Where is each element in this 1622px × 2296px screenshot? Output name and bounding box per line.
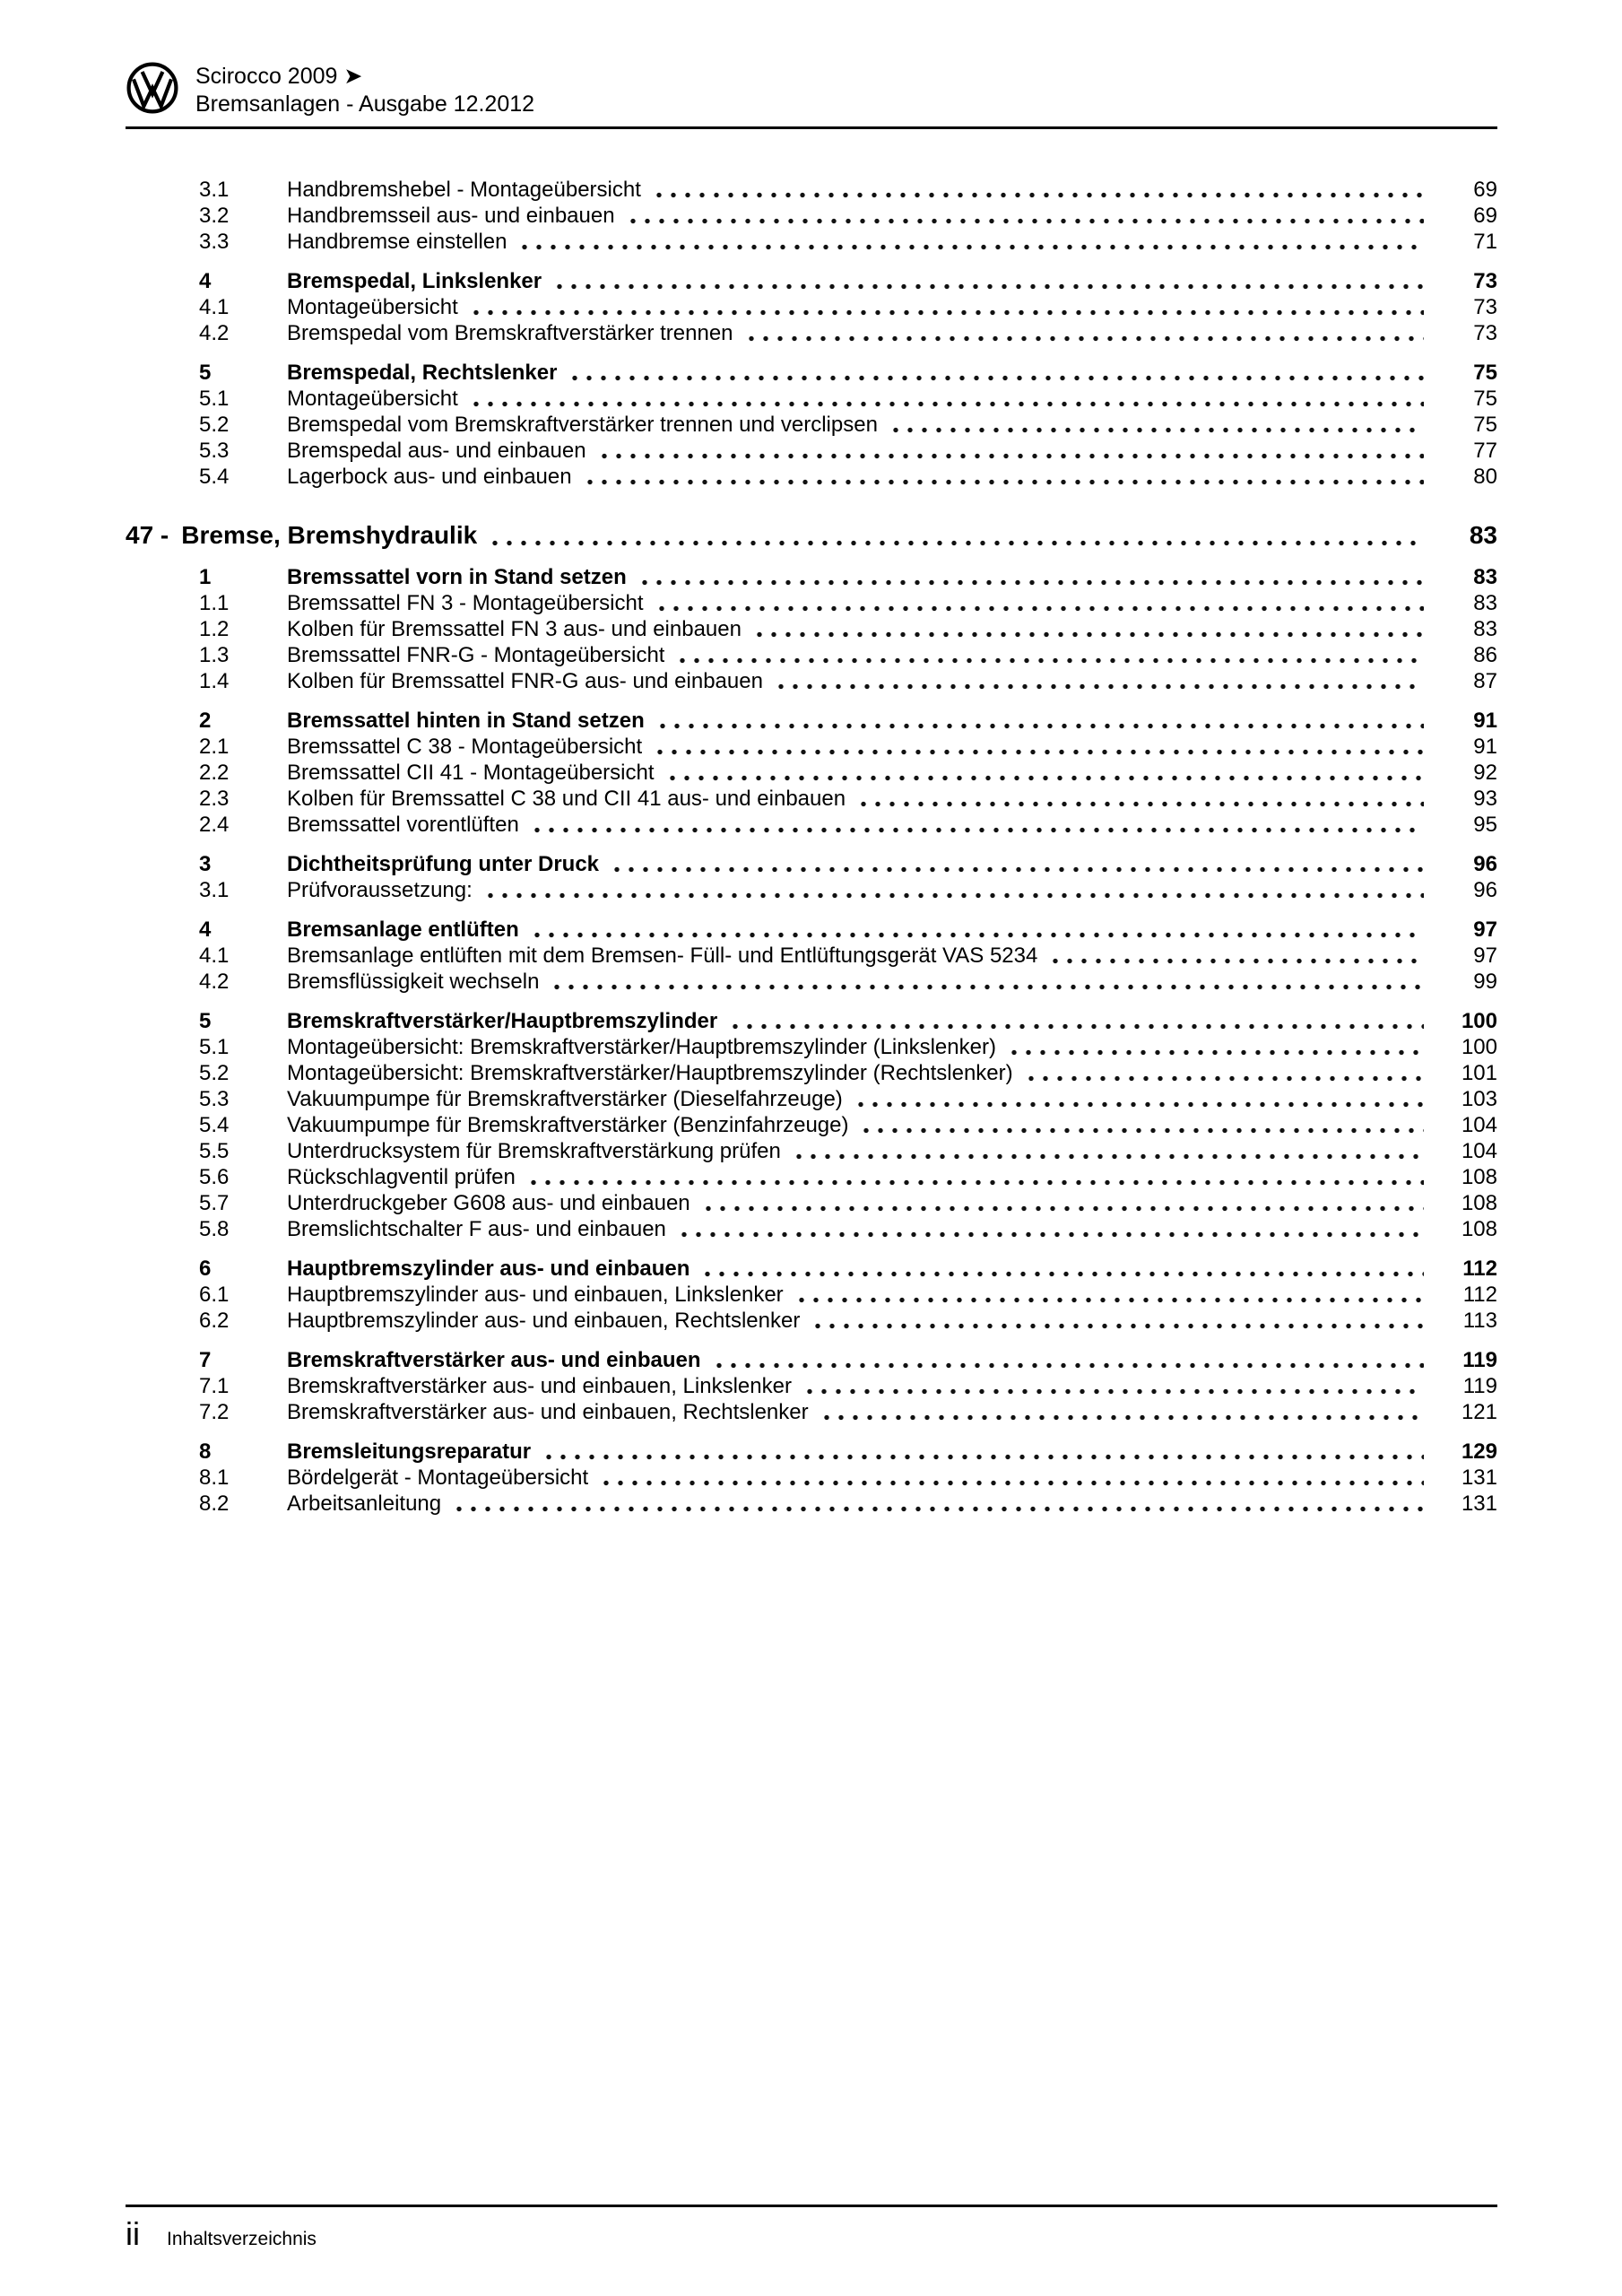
- dot-leader: [638, 579, 1424, 586]
- toc-entry-page: 100: [1461, 1035, 1497, 1059]
- dot-leader: [568, 375, 1424, 381]
- toc-entry-number: 5.6: [199, 1165, 230, 1189]
- toc-entry-number: 1.4: [199, 669, 230, 693]
- toc-row-sub: [126, 1191, 1497, 1215]
- toc-entry-title: Arbeitsanleitung: [287, 1492, 442, 1516]
- toc-entry-page: 95: [1473, 813, 1497, 837]
- dot-leader: [811, 1323, 1424, 1329]
- toc-entry-page: 131: [1461, 1492, 1497, 1516]
- dot-leader: [774, 683, 1424, 690]
- toc-entry-title: Bördelgerät - Montageübersicht: [287, 1465, 589, 1490]
- dot-leader: [452, 1506, 1424, 1512]
- toc-entry-number: 8.1: [199, 1465, 230, 1490]
- toc-entry-number: 2.2: [199, 761, 230, 785]
- dot-leader: [752, 631, 1424, 638]
- toc-entry-page: 69: [1473, 204, 1497, 228]
- header-text-block: [195, 61, 534, 118]
- toc-entry-page: 97: [1473, 918, 1497, 942]
- toc-entry-title: Handbremse einstellen: [287, 230, 507, 254]
- toc-row-sub: [126, 617, 1497, 641]
- page-footer: [126, 2205, 1497, 2250]
- toc-entry-page: 129: [1461, 1439, 1497, 1464]
- toc-entry-page: 104: [1461, 1139, 1497, 1163]
- toc-entry-number: 5: [199, 1009, 212, 1033]
- toc-entry-title: Bremsanlage entlüften mit dem Bremsen- Füll- und Entlüftungsgerät VAS 5234: [287, 944, 1038, 968]
- toc-entry-page: 119: [1462, 1374, 1497, 1398]
- toc-entry-page: 83: [1473, 617, 1497, 641]
- toc-row-section: [126, 1009, 1497, 1033]
- dot-leader: [517, 244, 1424, 250]
- model-title: Scirocco 2009 ➤: [195, 64, 363, 89]
- toc-entry-number: 5.8: [199, 1217, 230, 1241]
- toc-entry-number: 6.1: [199, 1283, 230, 1307]
- toc-entry-page: 83: [1469, 521, 1497, 549]
- toc-row-section: [126, 565, 1497, 589]
- toc-entry-number: 6: [199, 1257, 212, 1281]
- toc-entry-number: 4.2: [199, 321, 230, 345]
- toc-row-sub: [126, 813, 1497, 837]
- toc-row-sub: [126, 295, 1497, 319]
- dot-leader: [889, 427, 1424, 433]
- toc-entry-number: 5.1: [199, 387, 230, 411]
- dot-leader: [530, 932, 1424, 938]
- toc-entry-title: Bremskraftverstärker aus- und einbauen, Linkslenker: [287, 1374, 792, 1398]
- toc-entry-page: 131: [1461, 1465, 1497, 1490]
- toc-entry-title: Montageübersicht: Bremskraftverstärker/Hauptbremszylinder (Rechtslenker): [287, 1061, 1013, 1085]
- dot-leader: [792, 1153, 1424, 1160]
- toc-entry-title: Bremslichtschalter F aus- und einbauen: [287, 1217, 666, 1241]
- toc-entry-page: 75: [1473, 361, 1497, 385]
- toc-row-sub: [126, 1035, 1497, 1059]
- dot-leader: [530, 827, 1424, 833]
- toc-entry-title: Dichtheitsprüfung unter Druck: [287, 852, 600, 876]
- toc-entry-page: 86: [1473, 643, 1497, 667]
- toc-entry-page: 96: [1473, 852, 1497, 876]
- toc-entry-number: 5.7: [199, 1191, 230, 1215]
- dot-leader: [469, 401, 1424, 407]
- toc-entry-title: Handbremsseil aus- und einbauen: [287, 204, 615, 228]
- toc-row-sub: [126, 643, 1497, 667]
- toc-entry-page: 119: [1462, 1348, 1497, 1372]
- toc-entry-title: Handbremshebel - Montageübersicht: [287, 178, 641, 202]
- toc-entry-page: 73: [1473, 295, 1497, 319]
- toc-entry-number: 3: [199, 852, 212, 876]
- toc-entry-title: Bremskraftverstärker aus- und einbauen: [287, 1348, 701, 1372]
- toc-row-sub: [126, 204, 1497, 228]
- toc-entry-page: 75: [1473, 387, 1497, 411]
- toc-entry-number: 3.1: [199, 178, 230, 202]
- toc-entry-page: 87: [1473, 669, 1497, 693]
- toc-entry-title: Kolben für Bremssattel FN 3 aus- und einbauen: [287, 617, 742, 641]
- toc-entry-page: 96: [1473, 878, 1497, 902]
- toc-entry-title: Bremskraftverstärker aus- und einbauen, Rechtslenker: [287, 1400, 809, 1424]
- toc-entry-page: 108: [1461, 1217, 1497, 1241]
- toc-entry-title: Unterdruckgeber G608 aus- und einbauen: [287, 1191, 690, 1215]
- toc-row-sub: [126, 787, 1497, 811]
- toc-entry-number: 2.4: [199, 813, 230, 837]
- table-of-contents: [126, 176, 1497, 1516]
- toc-entry-number: 47 -: [126, 521, 169, 549]
- toc-entry-number: 4: [199, 269, 212, 293]
- toc-row-section: [126, 1439, 1497, 1464]
- toc-entry-title: Bremspedal, Rechtslenker: [287, 361, 558, 385]
- toc-entry-number: 3.1: [199, 878, 230, 902]
- dot-leader: [483, 892, 1424, 899]
- toc-entry-title: Kolben für Bremssattel C 38 und CII 41 aus- und einbauen: [287, 787, 846, 811]
- toc-row-sub: [126, 230, 1497, 254]
- toc-entry-number: 1.3: [199, 643, 230, 667]
- toc-entry-number: 8: [199, 1439, 212, 1464]
- manual-title: Bremsanlagen - Ausgabe 12.2012: [195, 91, 535, 117]
- toc-entry-page: 104: [1461, 1113, 1497, 1137]
- toc-row-sub: [126, 1165, 1497, 1189]
- toc-entry-page: 103: [1461, 1087, 1497, 1111]
- toc-row-sub: [126, 1139, 1497, 1163]
- toc-entry-title: Bremsflüssigkeit wechseln: [287, 970, 540, 994]
- toc-entry-page: 83: [1473, 591, 1497, 615]
- toc-row-chapter: [126, 521, 1497, 550]
- toc-entry-number: 3.3: [199, 230, 230, 254]
- dot-leader: [1024, 1075, 1424, 1082]
- toc-row-sub: [126, 878, 1497, 902]
- toc-entry-number: 5.2: [199, 1061, 230, 1085]
- toc-entry-number: 5.3: [199, 439, 230, 463]
- toc-entry-number: 4.1: [199, 944, 230, 968]
- toc-entry-title: Bremssattel C 38 - Montageübersicht: [287, 735, 643, 759]
- toc-row-section: [126, 361, 1497, 385]
- toc-row-sub: [126, 761, 1497, 785]
- toc-row-sub: [126, 970, 1497, 994]
- dot-leader: [1007, 1049, 1424, 1056]
- dot-leader: [655, 605, 1425, 612]
- toc-row-sub: [126, 321, 1497, 345]
- toc-row-section: [126, 269, 1497, 293]
- toc-entry-page: 100: [1461, 1009, 1497, 1033]
- toc-entry-page: 69: [1473, 178, 1497, 202]
- footer-page-number: ii: [126, 2215, 140, 2252]
- dot-leader: [626, 218, 1424, 224]
- toc-entry-number: 1.1: [199, 591, 230, 615]
- toc-entry-title: Hauptbremszylinder aus- und einbauen: [287, 1257, 690, 1281]
- toc-entry-title: Hauptbremszylinder aus- und einbauen, Linkslenker: [287, 1283, 784, 1307]
- toc-entry-number: 5.4: [199, 1113, 230, 1137]
- toc-row-section: [126, 852, 1497, 876]
- toc-entry-page: 77: [1473, 439, 1497, 463]
- toc-row-sub: [126, 387, 1497, 411]
- toc-entry-page: 92: [1473, 761, 1497, 785]
- dot-leader: [820, 1414, 1424, 1421]
- toc-entry-title: Rückschlagventil prüfen: [287, 1165, 516, 1189]
- toc-entry-number: 2: [199, 709, 212, 733]
- toc-entry-title: Bremspedal aus- und einbauen: [287, 439, 586, 463]
- toc-entry-number: 5: [199, 361, 212, 385]
- toc-row-section: [126, 918, 1497, 942]
- toc-entry-page: 101: [1461, 1061, 1497, 1085]
- toc-entry-number: 5.5: [199, 1139, 230, 1163]
- toc-entry-title: Vakuumpumpe für Bremskraftverstärker (Benzinfahrzeuge): [287, 1113, 849, 1137]
- dot-leader: [712, 1362, 1424, 1369]
- toc-entry-title: Hauptbremszylinder aus- und einbauen, Rechtslenker: [287, 1309, 801, 1333]
- toc-row-sub: [126, 1492, 1497, 1516]
- toc-entry-title: Bremspedal, Linkslenker: [287, 269, 542, 293]
- toc-row-section: [126, 1348, 1497, 1372]
- toc-entry-number: 5.1: [199, 1035, 230, 1059]
- dot-leader: [610, 866, 1424, 873]
- dot-leader: [552, 283, 1424, 290]
- dot-leader: [550, 984, 1424, 990]
- toc-entry-title: Lagerbock aus- und einbauen: [287, 465, 572, 489]
- dot-leader: [677, 1231, 1424, 1238]
- page-header: [126, 61, 1497, 129]
- toc-row-sub: [126, 669, 1497, 693]
- toc-entry-page: 80: [1473, 465, 1497, 489]
- toc-row-section: [126, 709, 1497, 733]
- dot-leader: [728, 1023, 1424, 1030]
- toc-entry-title: Montageübersicht: Bremskraftverstärker/Hauptbremszylinder (Linkslenker): [287, 1035, 996, 1059]
- toc-entry-title: Montageübersicht: [287, 295, 458, 319]
- toc-entry-title: Prüfvoraussetzung:: [287, 878, 473, 902]
- dot-leader: [1048, 958, 1424, 964]
- toc-entry-page: 93: [1473, 787, 1497, 811]
- toc-row-sub: [126, 1113, 1497, 1137]
- toc-entry-title: Bremssattel vorn in Stand setzen: [287, 565, 627, 589]
- dot-leader: [854, 1101, 1424, 1108]
- toc-entry-number: 1: [199, 565, 212, 589]
- dot-leader: [794, 1297, 1424, 1303]
- toc-entry-title: Vakuumpumpe für Bremskraftverstärker (Dieselfahrzeuge): [287, 1087, 843, 1111]
- toc-entry-page: 73: [1473, 269, 1497, 293]
- toc-entry-title: Bremspedal vom Bremskraftverstärker trennen: [287, 321, 733, 345]
- toc-entry-number: 2.1: [199, 735, 230, 759]
- toc-entry-title: Bremssattel vorentlüften: [287, 813, 519, 837]
- toc-row-sub: [126, 1217, 1497, 1241]
- dot-leader: [655, 723, 1424, 729]
- toc-entry-number: 4: [199, 918, 212, 942]
- toc-row-sub: [126, 1400, 1497, 1424]
- footer-section-label: Inhaltsverzeichnis: [167, 2229, 317, 2249]
- toc-entry-page: 75: [1473, 413, 1497, 437]
- toc-entry-page: 108: [1461, 1191, 1497, 1215]
- toc-entry-number: 8.2: [199, 1492, 230, 1516]
- toc-entry-page: 73: [1473, 321, 1497, 345]
- dot-leader: [599, 1480, 1424, 1486]
- toc-row-sub: [126, 1374, 1497, 1398]
- toc-entry-title: Bremssattel CII 41 - Montageübersicht: [287, 761, 655, 785]
- toc-row-sub: [126, 1465, 1497, 1490]
- dot-leader: [652, 192, 1424, 198]
- toc-entry-page: 121: [1461, 1400, 1497, 1424]
- dot-leader: [856, 801, 1424, 807]
- toc-entry-page: 99: [1473, 970, 1497, 994]
- toc-entry-number: 5.2: [199, 413, 230, 437]
- dot-leader: [802, 1388, 1424, 1395]
- toc-row-section: [126, 1257, 1497, 1281]
- toc-entry-number: 4.1: [199, 295, 230, 319]
- dot-leader: [542, 1454, 1424, 1460]
- toc-entry-title: Montageübersicht: [287, 387, 458, 411]
- toc-entry-number: 7: [199, 1348, 212, 1372]
- dot-leader: [469, 309, 1424, 316]
- toc-entry-title: Bremse, Bremshydraulik: [181, 521, 478, 549]
- toc-entry-title: Bremspedal vom Bremskraftverstärker trennen und verclipsen: [287, 413, 878, 437]
- toc-row-sub: [126, 413, 1497, 437]
- toc-entry-title: Unterdrucksystem für Bremskraftverstärkung prüfen: [287, 1139, 781, 1163]
- toc-row-sub: [126, 591, 1497, 615]
- toc-row-sub: [126, 439, 1497, 463]
- dot-leader: [859, 1127, 1424, 1134]
- toc-entry-page: 113: [1462, 1309, 1497, 1333]
- dot-leader: [583, 479, 1424, 485]
- toc-row-sub: [126, 178, 1497, 202]
- toc-entry-page: 108: [1461, 1165, 1497, 1189]
- toc-entry-title: Bremsanlage entlüften: [287, 918, 519, 942]
- toc-row-sub: [126, 1087, 1497, 1111]
- toc-entry-number: 5.4: [199, 465, 230, 489]
- toc-entry-title: Bremssattel FNR-G - Montageübersicht: [287, 643, 665, 667]
- toc-row-sub: [126, 735, 1497, 759]
- toc-entry-title: Kolben für Bremssattel FNR-G aus- und einbauen: [287, 669, 763, 693]
- toc-entry-page: 112: [1462, 1283, 1497, 1307]
- toc-entry-title: Bremsleitungsreparatur: [287, 1439, 532, 1464]
- toc-entry-title: Bremssattel hinten in Stand setzen: [287, 709, 645, 733]
- dot-leader: [488, 540, 1424, 546]
- toc-entry-number: 7.1: [199, 1374, 230, 1398]
- toc-entry-number: 3.2: [199, 204, 230, 228]
- toc-entry-number: 4.2: [199, 970, 230, 994]
- toc-entry-number: 6.2: [199, 1309, 230, 1333]
- toc-entry-number: 2.3: [199, 787, 230, 811]
- toc-entry-page: 112: [1462, 1257, 1497, 1281]
- toc-entry-page: 97: [1473, 944, 1497, 968]
- toc-entry-page: 83: [1473, 565, 1497, 589]
- vw-logo-icon: [126, 61, 179, 119]
- toc-row-sub: [126, 944, 1497, 968]
- dot-leader: [701, 1205, 1424, 1212]
- toc-row-sub: [126, 465, 1497, 489]
- toc-row-sub: [126, 1309, 1497, 1333]
- dot-leader: [597, 453, 1424, 459]
- toc-entry-page: 71: [1473, 230, 1497, 254]
- dot-leader: [744, 335, 1424, 342]
- dot-leader: [700, 1271, 1424, 1277]
- toc-row-sub: [126, 1061, 1497, 1085]
- toc-entry-number: 1.2: [199, 617, 230, 641]
- dot-leader: [653, 749, 1424, 755]
- toc-entry-title: Bremskraftverstärker/Hauptbremszylinder: [287, 1009, 718, 1033]
- dot-leader: [675, 657, 1424, 664]
- toc-entry-page: 91: [1473, 709, 1497, 733]
- toc-entry-number: 5.3: [199, 1087, 230, 1111]
- toc-row-sub: [126, 1283, 1497, 1307]
- toc-entry-title: Bremssattel FN 3 - Montageübersicht: [287, 591, 644, 615]
- dot-leader: [526, 1179, 1424, 1186]
- toc-entry-page: 91: [1473, 735, 1497, 759]
- toc-entry-number: 7.2: [199, 1400, 230, 1424]
- dot-leader: [665, 775, 1424, 781]
